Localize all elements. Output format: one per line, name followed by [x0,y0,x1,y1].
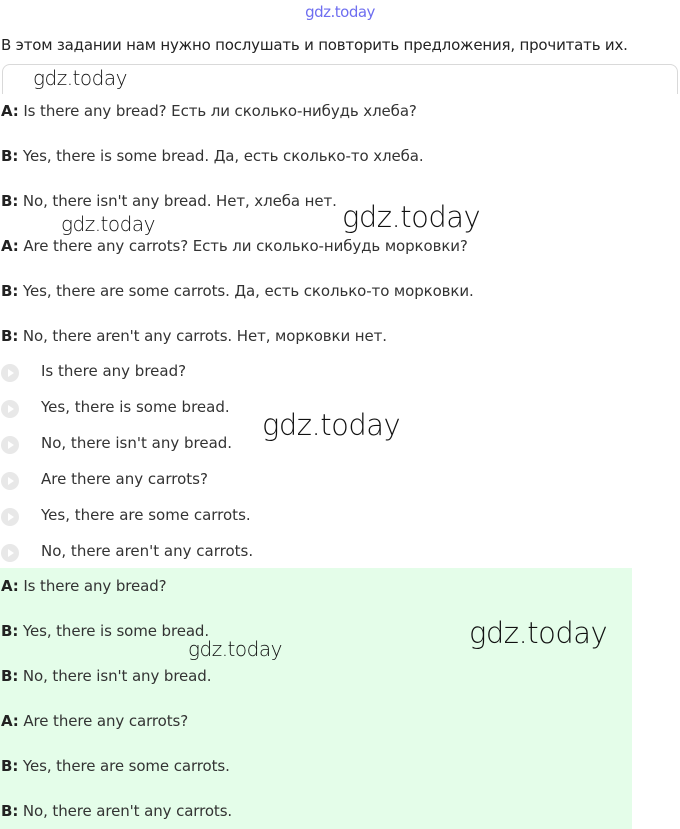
play-icon[interactable] [1,364,19,382]
speaker-label: A: [1,237,19,255]
answer-line [1,577,167,595]
watermark: gdz.today [469,616,608,650]
watermark: gdz.today [188,637,282,661]
answer-text: Is there any bread? [18,577,167,595]
play-icon[interactable] [1,472,19,490]
dialogue-text: Yes, there are some carrots. Да, есть сколько-то морковки. [18,282,474,300]
audio-label: Is there any bread? [41,362,187,380]
audio-label: No, there aren't any carrots. [41,542,254,560]
speaker-label: B: [1,667,19,685]
audio-label: Yes, there are some carrots. [41,506,251,524]
speaker-label: B: [1,282,19,300]
dialogue-text: Is there any bread? Есть ли сколько-нибудь хлеба? [18,102,417,120]
play-icon[interactable] [1,544,19,562]
answer-text: Yes, there is some bread. [18,622,210,640]
speaker-label: B: [1,327,19,345]
play-icon[interactable] [1,400,19,418]
speaker-label: B: [1,802,19,820]
dialogue-text: Yes, there is some bread. Да, есть сколько-то хлеба. [18,147,424,165]
audio-label: Are there any carrots? [41,470,208,488]
speaker-label: B: [1,192,19,210]
answer-text: No, there isn't any bread. [18,667,212,685]
audio-label: Yes, there is some bread. [41,398,230,416]
audio-item [0,470,400,494]
task-intro: В этом задании нам нужно послушать и повторить предложения, прочитать их. [1,36,628,54]
answer-text: Yes, there are some carrots. [18,757,230,775]
speaker-label: B: [1,757,19,775]
speaker-label: B: [1,147,19,165]
dialogue-line [1,147,424,165]
watermark: gdz.today [33,66,127,90]
audio-item [0,542,400,566]
site-logo[interactable]: gdz.today [305,3,375,21]
dialogue-line [1,282,474,300]
dialogue-line [1,327,387,345]
dialogue-text: Are there any carrots? Есть ли сколько-нибудь морковки? [18,237,468,255]
speaker-label: B: [1,622,19,640]
answer-block [0,568,632,829]
dialogue-line [1,192,337,210]
dialogue-line [1,237,468,255]
watermark: gdz.today [61,212,155,236]
play-icon[interactable] [1,508,19,526]
answer-line [1,712,188,730]
answer-text: No, there aren't any carrots. [18,802,233,820]
answer-line [1,622,209,640]
answer-line [1,667,211,685]
audio-label: No, there isn't any bread. [41,434,233,452]
dialogue-text: No, there isn't any bread. Нет, хлеба нет. [18,192,337,210]
watermark: gdz.today [342,200,481,234]
audio-item [0,506,400,530]
speaker-label: A: [1,712,19,730]
play-icon[interactable] [1,436,19,454]
answer-line [1,757,230,775]
dialogue-text: No, there aren't any carrots. Нет, морковки нет. [18,327,387,345]
speaker-label: A: [1,577,19,595]
speaker-label: A: [1,102,19,120]
answer-line [1,802,232,820]
dialogue-line [1,102,417,120]
audio-item [0,362,400,386]
answer-text: Are there any carrots? [18,712,189,730]
watermark: gdz.today [262,408,401,442]
